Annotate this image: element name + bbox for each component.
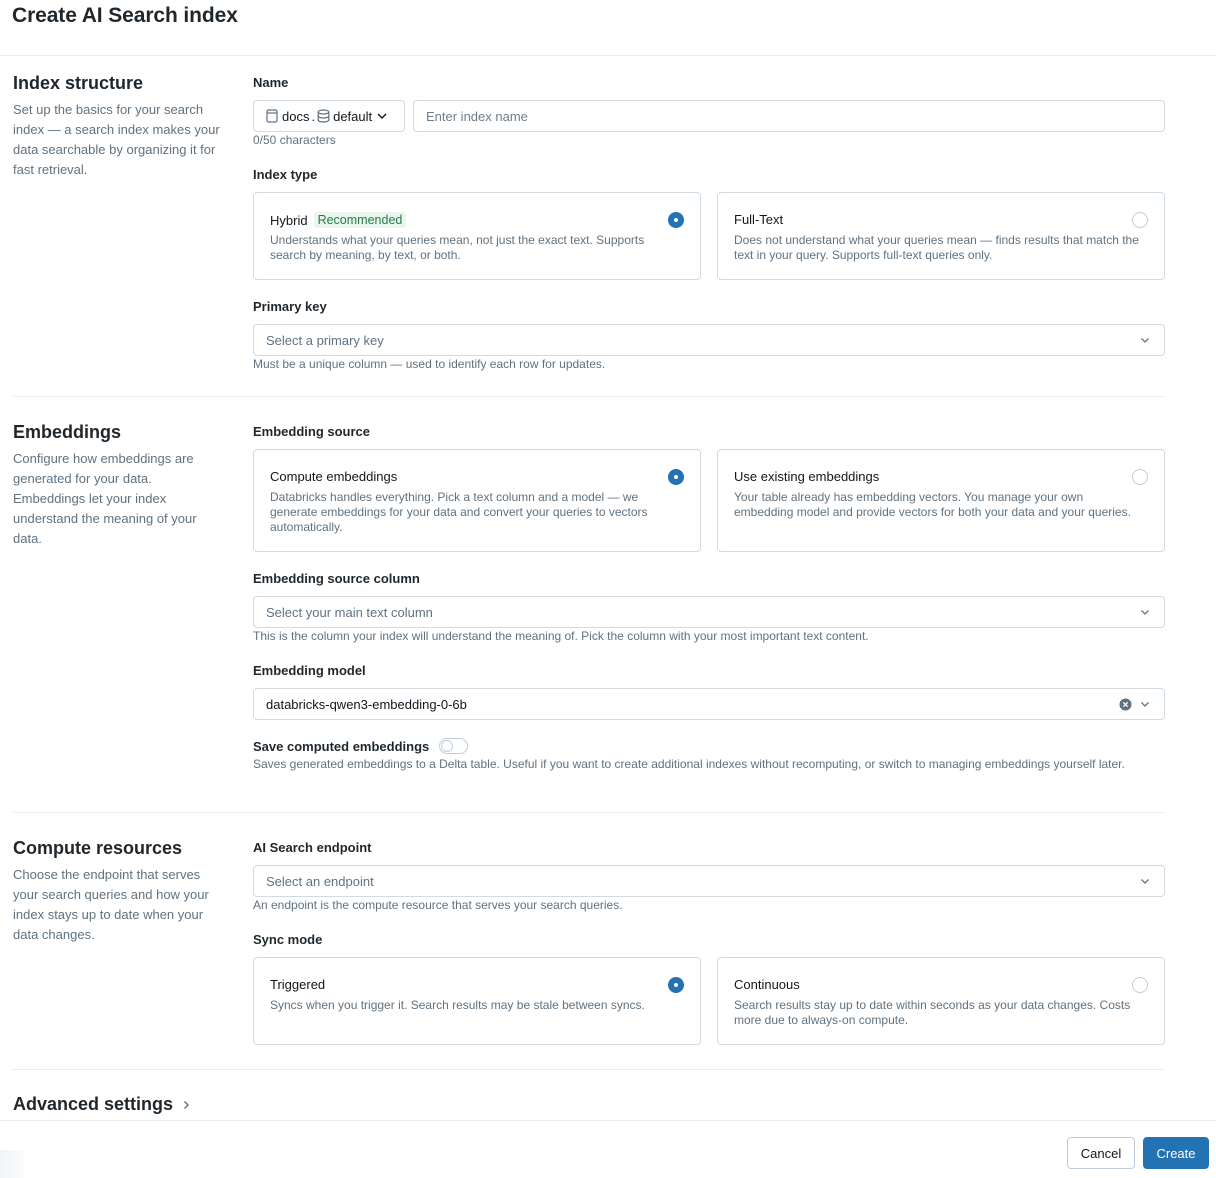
option-description: Understands what your queries mean, not just the exact text. Supports search by meaning, by text, or both.: [270, 233, 645, 262]
catalog-schema-selector[interactable]: [253, 100, 405, 132]
embedding-model-label: Embedding model: [253, 663, 366, 678]
primary-key-label: Primary key: [253, 299, 327, 314]
option-title: Use existing embeddings: [734, 469, 880, 484]
section-title-embeddings: Embeddings: [13, 422, 122, 442]
existing-embeddings-radio[interactable]: [1132, 469, 1148, 485]
save-embeddings-helper: Saves generated embeddings to a Delta table. Useful if you want to create additional indexes without recomputing, or switch to managing embeddings yourself later.: [253, 757, 1125, 771]
section-desc-compute: Choose the endpoint that serves your search queries and how your index stays up to date when your data changes.: [13, 867, 209, 942]
create-button[interactable]: Create: [1143, 1137, 1209, 1169]
option-description: Does not understand what your queries mean — finds results that match the text in your query. Supports full-text queries only.: [734, 233, 1139, 262]
catalog-separator: .: [311, 108, 316, 124]
index-type-option-full-text[interactable]: [717, 192, 1165, 280]
table-icon: [266, 109, 278, 123]
option-description: Syncs when you trigger it. Search results may be stale between syncs.: [270, 998, 645, 1012]
chevron-down-icon: [377, 113, 387, 119]
section-divider: [13, 396, 1165, 397]
recommended-badge: Recommended: [314, 212, 407, 228]
embedding-model-select[interactable]: [253, 688, 1165, 720]
sync-mode-option-triggered[interactable]: [253, 957, 701, 1045]
database-icon: [317, 109, 330, 123]
section-title-index-structure: Index structure: [13, 73, 144, 93]
save-embeddings-toggle[interactable]: [439, 738, 468, 754]
primary-key-helper: Must be a unique column — used to identify each row for updates.: [253, 357, 606, 371]
triggered-radio[interactable]: [668, 977, 684, 993]
option-description: Databricks handles everything. Pick a text column and a model — we generate embeddings for your data and convert your queries to vectors automatically.: [270, 490, 648, 534]
chevron-down-icon: [1140, 335, 1150, 345]
chevron-down-icon: [1140, 876, 1150, 886]
index-type-label: Index type: [253, 167, 318, 182]
chevron-down-icon: [1140, 699, 1150, 709]
chevron-down-icon: [1140, 607, 1150, 617]
name-char-count: 0/50 characters: [253, 133, 336, 147]
catalog-name: docs: [282, 108, 310, 124]
page-title: Create AI Search index: [12, 4, 238, 27]
index-type-option-hybrid[interactable]: [253, 192, 701, 280]
option-description: Search results stay up to date within seconds as your data changes. Costs more due to always-on compute.: [734, 998, 1131, 1027]
section-desc-index-structure: Set up the basics for your search index — a search index makes your data searchable by organizing it for fast retrieval.: [13, 102, 220, 177]
section-desc-embeddings: Configure how embeddings are generated for your data. Embeddings let your index understand the meaning of your data.: [13, 451, 197, 546]
embedding-source-column-select[interactable]: [253, 596, 1165, 628]
advanced-settings-toggle[interactable]: [13, 1094, 190, 1115]
hybrid-radio[interactable]: [668, 212, 684, 228]
section-title-compute: Compute resources: [13, 838, 183, 858]
index-name-input[interactable]: [413, 100, 1165, 132]
corner-shadow: [0, 1150, 24, 1178]
option-title: Continuous: [734, 977, 800, 992]
embedding-source-option-compute[interactable]: [253, 449, 701, 552]
option-description: Your table already has embedding vectors. You manage your own embedding model and provide vectors for both your data and your queries.: [734, 490, 1131, 519]
embedding-source-label: Embedding source: [253, 424, 371, 439]
section-divider: [13, 812, 1165, 813]
option-title: Triggered: [270, 977, 326, 992]
continuous-radio[interactable]: [1132, 977, 1148, 993]
sync-mode-option-continuous[interactable]: [717, 957, 1165, 1045]
source-column-placeholder: Select your main text column: [266, 604, 433, 620]
embedding-source-option-existing[interactable]: [717, 449, 1165, 552]
name-label: Name: [253, 75, 289, 90]
embedding-source-column-label: Embedding source column: [253, 571, 420, 586]
primary-key-placeholder: Select a primary key: [266, 332, 384, 348]
footer-divider: [0, 1120, 1216, 1121]
schema-name: default: [333, 108, 373, 124]
endpoint-select[interactable]: [253, 865, 1165, 897]
save-embeddings-label: Save computed embeddings: [253, 739, 430, 754]
clear-icon[interactable]: [1119, 698, 1132, 711]
header-divider: [0, 55, 1216, 56]
compute-embeddings-radio[interactable]: [668, 469, 684, 485]
source-column-helper: This is the column your index will understand the meaning of. Pick the column with your most important text content.: [253, 629, 869, 643]
endpoint-label: AI Search endpoint: [253, 840, 372, 855]
option-title: Full-Text: [734, 212, 784, 227]
chevron-right-icon: [183, 1100, 190, 1110]
endpoint-placeholder: Select an endpoint: [266, 873, 374, 889]
option-title: Hybrid: [270, 212, 308, 228]
advanced-settings-title: Advanced settings: [13, 1094, 174, 1114]
endpoint-helper: An endpoint is the compute resource that serves your search queries.: [253, 898, 623, 912]
full-text-radio[interactable]: [1132, 212, 1148, 228]
option-title: Compute embeddings: [270, 469, 398, 484]
embedding-model-value: databricks-qwen3-embedding-0-6b: [266, 696, 467, 712]
primary-key-select[interactable]: [253, 324, 1165, 356]
sync-mode-label: Sync mode: [253, 932, 323, 947]
cancel-button[interactable]: Cancel: [1067, 1137, 1135, 1169]
section-divider: [13, 1069, 1165, 1070]
